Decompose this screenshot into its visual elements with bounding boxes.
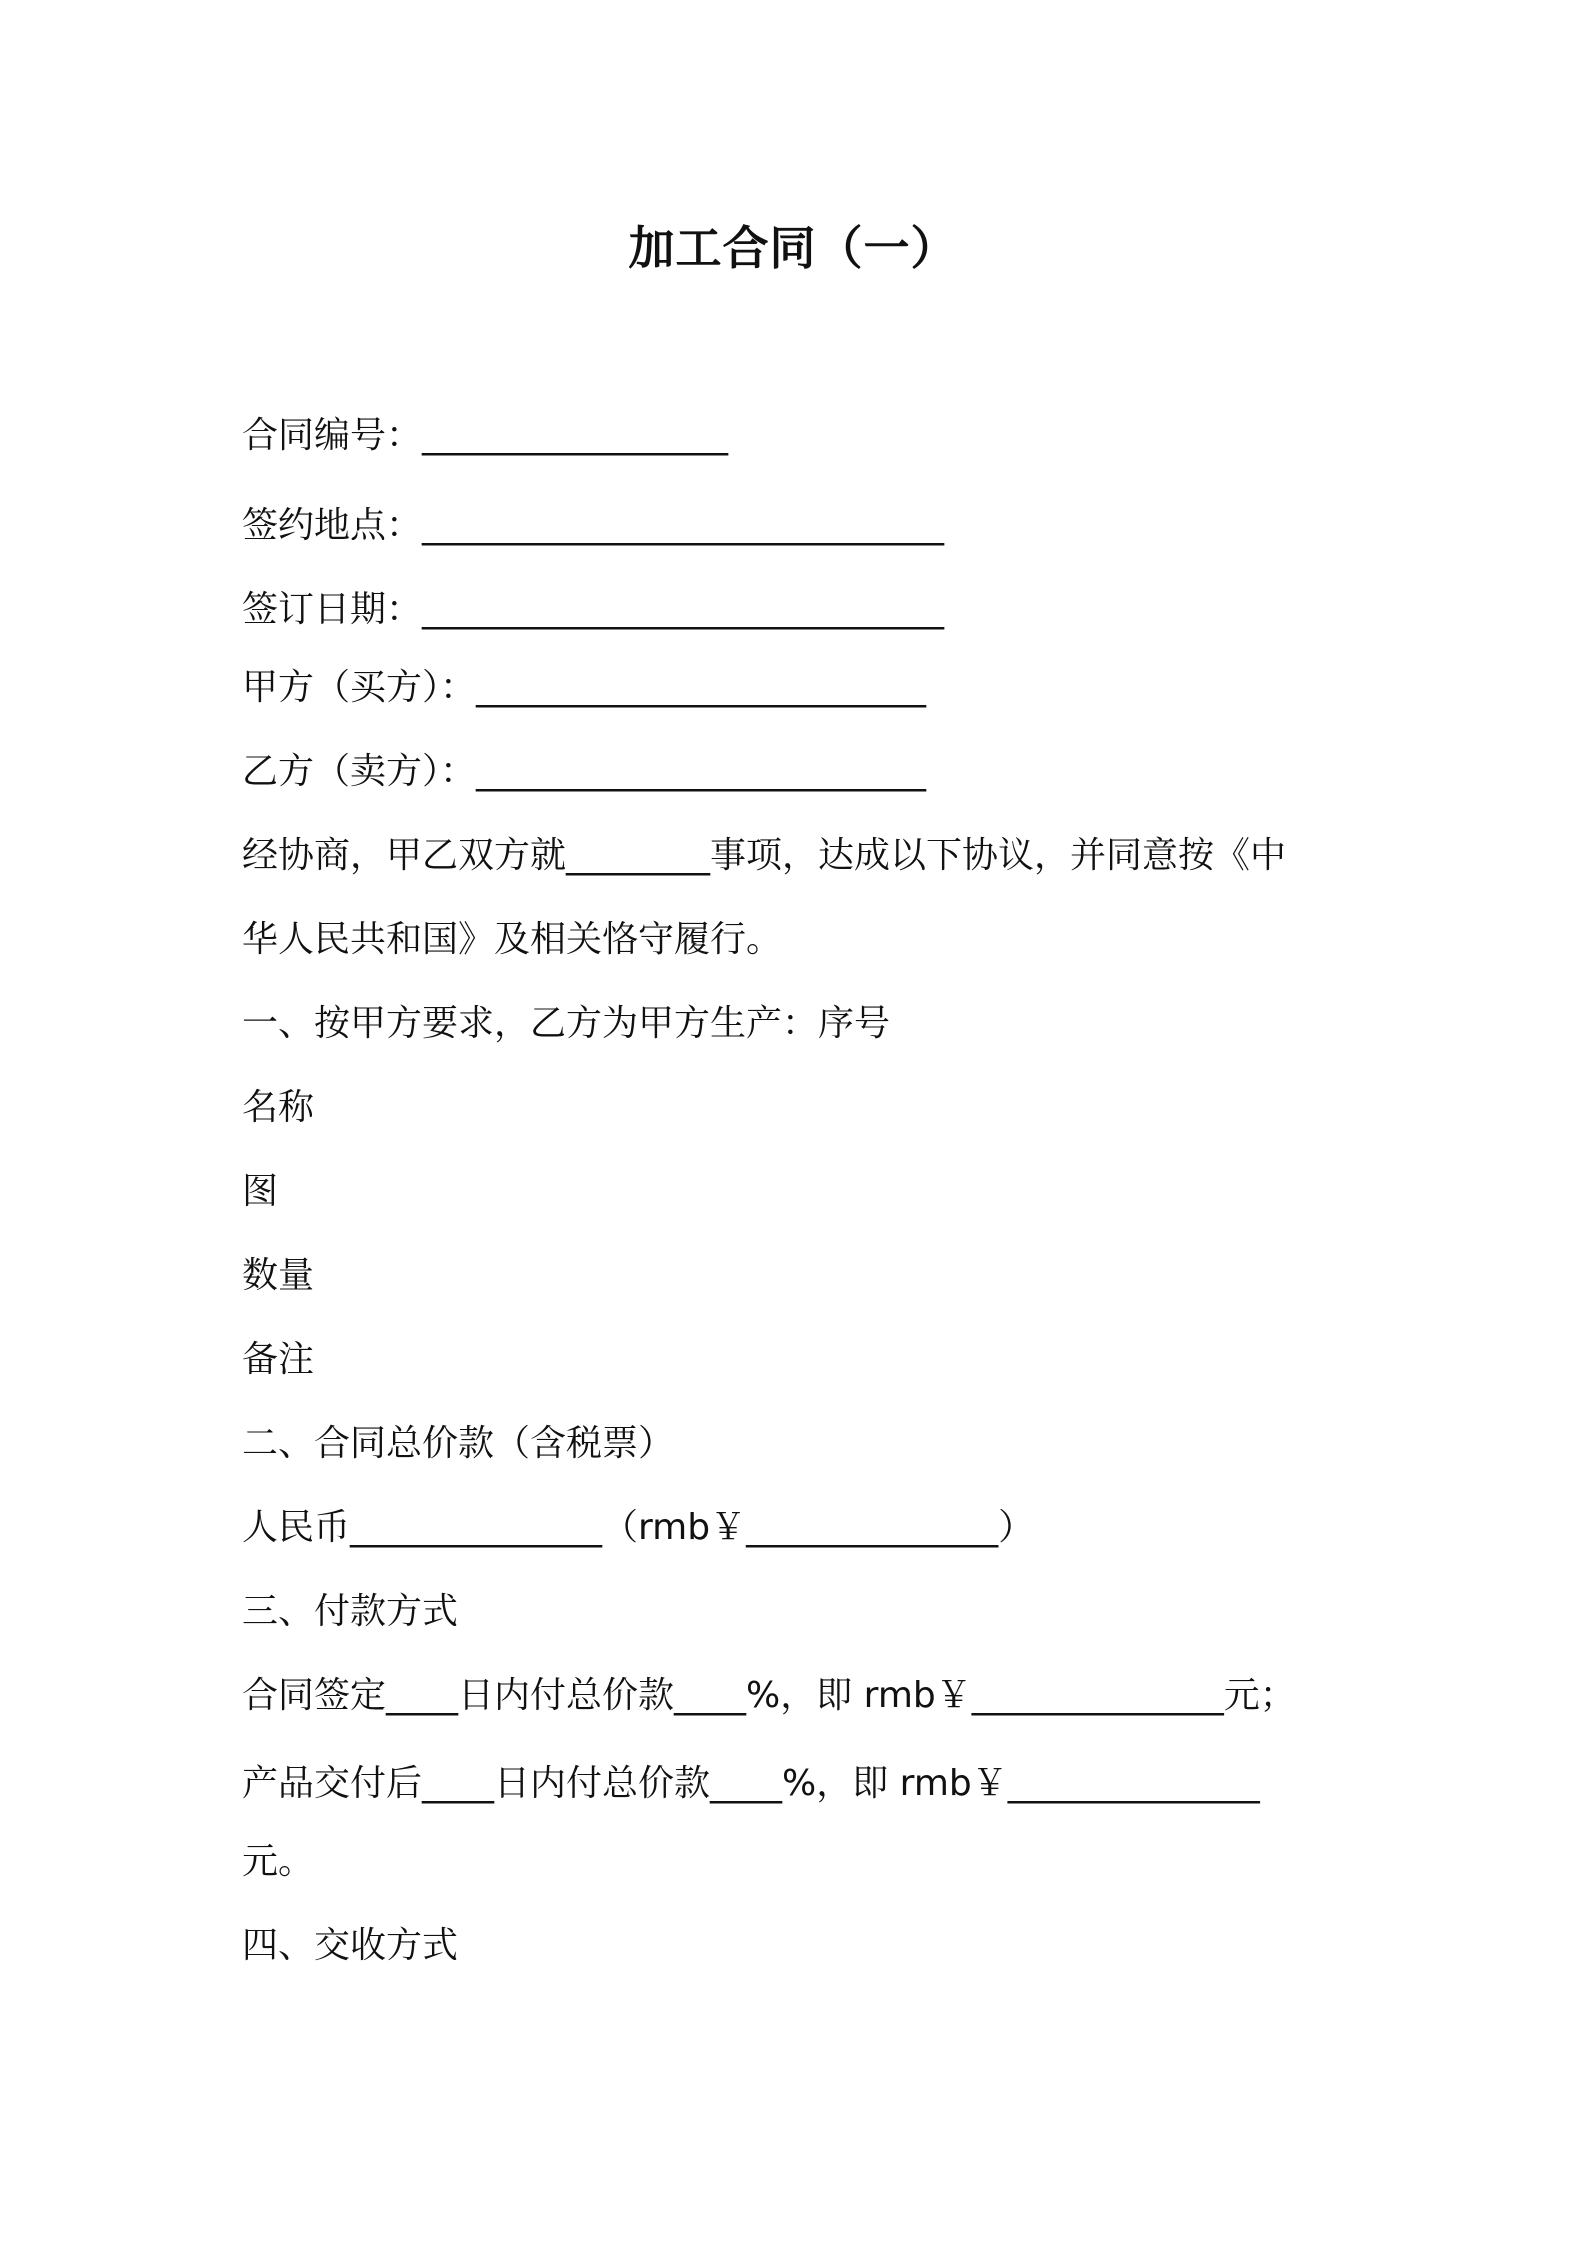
agreement-paragraph-line-1: 经协商，甲乙双方就________事项，达成以下协议，并同意按《中 — [242, 835, 1287, 876]
signing-date-line: 签订日期：_____________________________ — [242, 589, 945, 630]
party-b-line: 乙方（卖方）：_________________________ — [242, 751, 927, 792]
section-2-heading: 二、合同总价款（含税票） — [242, 1423, 675, 1464]
payment-term-2-line-2: 元。 — [242, 1841, 315, 1882]
document-title: 加工合同（一） — [628, 221, 958, 275]
payment-term-2-line-1: 产品交付后____日内付总价款____%，即 rmb￥______________ — [242, 1763, 1260, 1804]
total-price-line: 人民币______________（rmb￥______________） — [242, 1507, 1035, 1548]
item-quantity-label: 数量 — [242, 1255, 315, 1296]
item-drawing-label: 图 — [242, 1171, 279, 1212]
section-3-heading: 三、付款方式 — [242, 1591, 459, 1632]
signing-place-line: 签约地点：_____________________________ — [242, 505, 945, 546]
agreement-paragraph-line-2: 华人民共和国》及相关恪守履行。 — [242, 919, 783, 960]
section-4-heading: 四、交收方式 — [242, 1925, 459, 1966]
item-name-label: 名称 — [242, 1087, 315, 1128]
item-remarks-label: 备注 — [242, 1339, 315, 1380]
section-1-heading: 一、按甲方要求，乙方为甲方生产：序号 — [242, 1003, 891, 1044]
contract-number-line: 合同编号：_________________ — [242, 415, 729, 456]
party-a-line: 甲方（买方）：_________________________ — [242, 667, 927, 708]
payment-term-1: 合同签定____日内付总价款____%，即 rmb￥______________元； — [242, 1675, 1296, 1716]
